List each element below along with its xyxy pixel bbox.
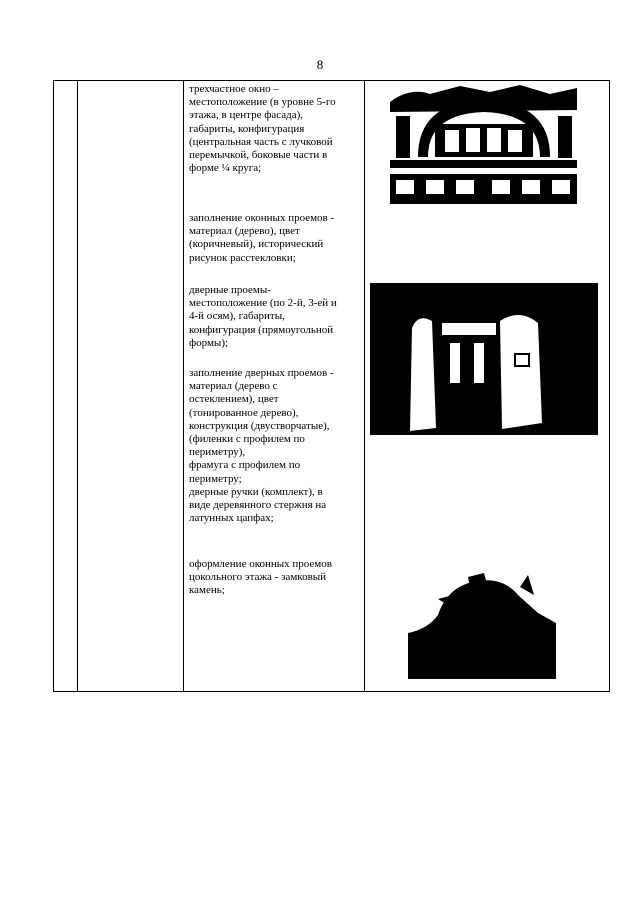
column-divider-2 (183, 81, 184, 691)
door-fill-line: фрамуга с профилем по (189, 459, 301, 472)
door-fill-line: (тонированное дерево), (189, 406, 299, 419)
window-photo (390, 82, 577, 204)
door-fill-line: заполнение дверных проемов - (189, 367, 334, 379)
door-fill-line: материал (дерево с (189, 380, 278, 393)
window-line: перемычкой, боковые части в (189, 149, 328, 162)
door-fill-line: остеклением), цвет (189, 393, 279, 406)
page-number: 8 (316, 57, 324, 72)
door-fill-line: периметру; (189, 472, 242, 485)
door-fill-line: латунных цапфах; (189, 512, 274, 525)
window-fill-description (189, 212, 334, 265)
basement-window-description (189, 558, 332, 598)
window-fill-line: заполнение оконных проемов - (189, 212, 335, 224)
column-divider-3 (364, 81, 365, 691)
door-fill-line: конструкция (двустворчатые), (189, 419, 330, 432)
door-line: формы); (189, 336, 229, 349)
door-fill-line: (филенки с профилем по (189, 433, 305, 446)
window-line: этажа, в центре фасада), (189, 109, 304, 122)
window-fill-line: материал (дерево), цвет (189, 225, 300, 238)
window-line: местоположение (в уровне 5-го (189, 96, 336, 109)
door-line: 4-й осям), габариты, (189, 310, 285, 323)
window-line: (центральная часть с лучковой (189, 135, 333, 148)
door-description (189, 284, 337, 350)
window-line: габариты, конфигурация (189, 122, 305, 135)
door-fill-line: периметру), (189, 446, 246, 459)
basement-line: камень; (189, 584, 225, 597)
basement-line: оформление оконных проемов (189, 558, 332, 570)
window-line: форме ¼ круга; (189, 162, 262, 175)
door-line: конфигурация (прямоугольной (189, 323, 334, 336)
window-fill-line: (коричневый), исторический (189, 238, 324, 251)
column-divider-1 (77, 81, 78, 691)
window-fill-line: рисунок расстекловки; (189, 251, 296, 264)
door-fill-description (189, 367, 334, 525)
door-line: местоположение (по 2-й, 3-ей и (189, 297, 337, 310)
window-description (189, 83, 336, 175)
door-photo (370, 283, 598, 435)
door-line: дверные проемы- (189, 284, 271, 296)
door-fill-line: виде деревянного стержня на (189, 499, 327, 512)
door-fill-line: дверные ручки (комплект), в (189, 485, 323, 498)
basement-window-photo (408, 555, 556, 679)
basement-line: цокольного этажа - замковый (189, 571, 327, 584)
window-line: трехчастное окно – (189, 83, 279, 95)
